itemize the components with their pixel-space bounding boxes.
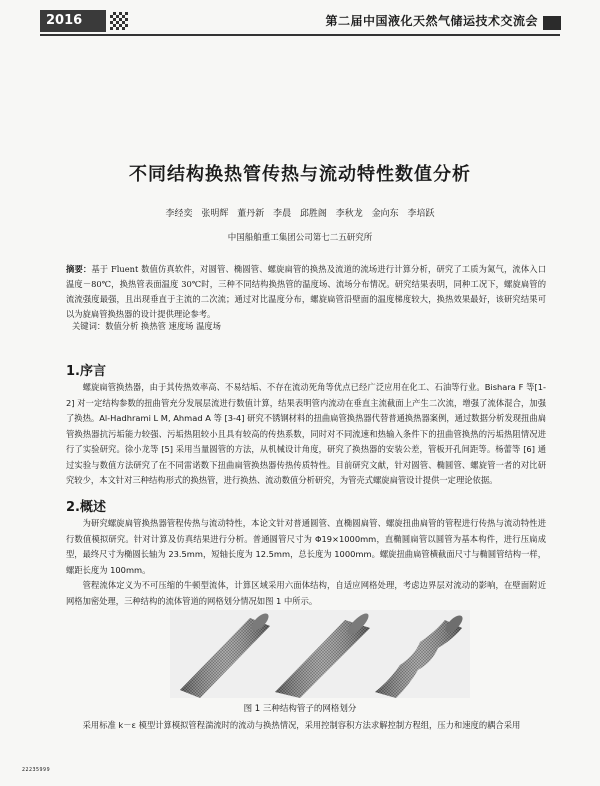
abstract-text: 基于 Fluent 数值仿真软件，对圆管、椭圆管、螺旋扁管的换热及流道的流场进行计算分析，研究了工质为氮气，流体入口温度－80℃，换热管表面温度 30℃时，三种不同结构换热管的温度场、流场分布情况。研究结果表明，同种工况下，螺旋扁管的流流强度最强，且出现垂直于主流的二次流；通过对比温度分布，螺旋扁管沿壁面的温度梯度较大，换热效果最好，该研究结果可以为旋扁管换热器的设计提供理论参考。: [66, 264, 546, 319]
body-paragraph: 管程流体定义为不可压缩的牛顿型流体，计算区域采用六面体结构，自适应网格处理，考虑边界层对流动的影响，在壁面附近网格加密处理，三种结构的流体管道的网格划分情况如图 1 中所示。: [66, 580, 546, 606]
year-label: 2016: [40, 10, 106, 32]
keywords: [72, 320, 221, 332]
body-paragraph: 螺旋扁管换热器，由于其传热效率高、不易结垢、不存在流动死角等优点已经广泛应用在化工、石油等行业。Bishara F 等[1-2] 对一定结构参数的扭曲管充分发展层流进行数值计算，结果表明管内流动在垂直主流截面上产生二次流，增强了流体混合，加强了换热。Al-Hadhrami L M, Ahmad A 等 [3-4] 研究不锈钢材料的扭曲扁管换热器代替普通换热器案例，通过数据分析发现扭曲扁管换热器抗污垢能力较强、污垢热阻较小且具有较高的传热系数，同时对不同流速和热输入条件下的扭曲管换热的污垢热阻情况进行了实验研究。徐小龙等 [5] 采用当量圆管的方法，从机械设计角度，研究了换热器的安装公差，管板开孔间距等。杨蕾等 [6] 通过实验与数值方法研究了在不同雷诺数下扭曲扁管换热器传热传质特性。目前研究文献，针对圆管、椭圆管、螺旋管一者的对比研究较少，本文针对三种结构形式的换热管，进行换热、流动数值分析研究，为管壳式螺旋扁管设计提供一定理论依据。: [66, 382, 546, 485]
body-paragraph: 采用标准 k－ε 模型计算模拟管程湍流时的流动与换热情况，采用控制容积方法求解控制方程组，压力和速度的耦合采用: [82, 720, 521, 730]
corner-ornament: [543, 16, 561, 30]
mesh-figure-svg: [170, 610, 470, 698]
abstract-label: 摘要：: [66, 264, 92, 274]
header-rule: [40, 34, 560, 36]
paper-title: 不同结构换热管传热与流动特性数值分析: [129, 164, 471, 185]
abstract: [66, 262, 546, 322]
section-heading: 2.概述: [66, 500, 106, 515]
keywords-label: 关键词：: [72, 321, 106, 331]
checker-ornament: [110, 12, 128, 30]
keywords-text: 数值分析 换热管 速度场 温度场: [105, 321, 221, 331]
author-list: 李经奕 张明辉 董丹新 李晨 邱胜阁 李秋龙 金向东 李培跃: [165, 209, 435, 219]
mesh-figure: [170, 610, 470, 698]
body-paragraph: 为研究螺旋扁管换热器管程传热与流动特性，本论文针对普通圆管、直椭圆扁管、螺旋扭曲扁管的管程进行传热与流动特性进行数值模拟研究。针对计算及仿真结果进行分析。普通圆管尺寸为 Φ19×1000mm，直椭圆扁管以圆管为基本构件，进行压扁成型，最终尺寸为椭圆长轴为 23.5mm，短轴长度为 12.5mm，总长度为 1000mm。螺旋扭曲扁管横截面尺寸与椭圆管结构一样，螺距长度为 100mm。: [66, 518, 546, 575]
figure-caption: 图 1 三种结构管子的网格划分: [243, 704, 357, 714]
running-header: [0, 6, 600, 36]
journal-title: 第二届中国液化天然气储运技术交流会: [325, 14, 538, 28]
page-code: 22235999: [22, 767, 51, 773]
affiliation: 中国船舶重工集团公司第七二五研究所: [227, 233, 373, 243]
section-heading: 1.序言: [66, 364, 106, 379]
